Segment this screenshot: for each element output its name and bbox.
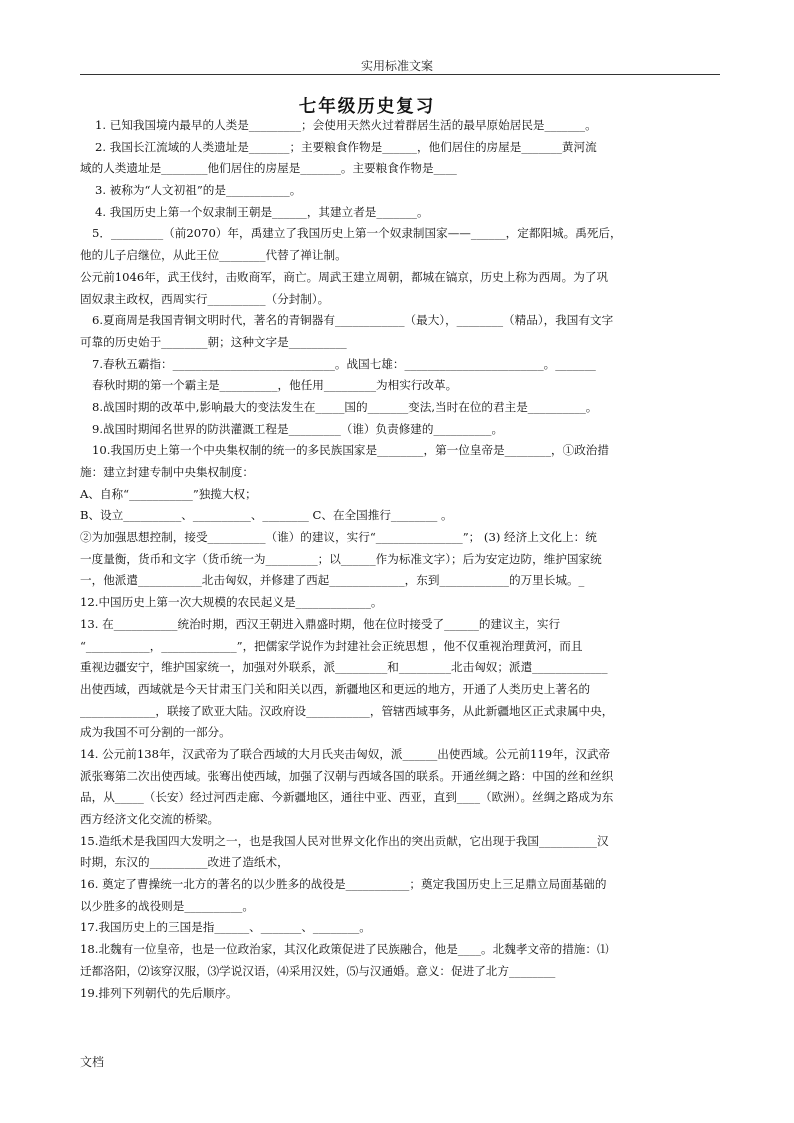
- question-15-cont-line: 时期，东汉的__________改进了造纸术，: [80, 855, 289, 870]
- question-10-2-cont-line: 一度量衡，货币和文字（货币统一为_________；以______作为标准文字）；后为安定边防，维护国家统: [80, 551, 602, 566]
- question-6-line: 6.夏商周是我国青铜文明时代，著名的青铜器有____________（最大），________（精品），我国有文字: [92, 313, 614, 328]
- question-10-line: 10.我国历史上第一个中央集权制的统一的多民族国家是________，第一位皇帝是________，①政治措: [92, 443, 609, 458]
- question-17-line: 17.我国历史上的三国是指______、_______、________。: [80, 920, 371, 935]
- question-3-line: 3. 被称为“人文初祖”的是___________。: [95, 183, 302, 198]
- question-8-line: 8.战国时期的改革中,影响最大的变法发生在_____国的_______变法,当时在位的君主是__________。: [92, 399, 598, 414]
- document-body: [80, 115, 720, 1004]
- question-16-line: 16. 奠定了曹操统一北方的著名的以少胜多的战役是___________；奠定我国历史上三足鼎立局面基础的: [80, 877, 607, 892]
- question-18-cont-line: 迁都洛阳，⑵该穿汉服，⑶学说汉语，⑷采用汉姓，⑸与汉通婚。意义：促进了北方________: [80, 963, 556, 978]
- question-5-line: 5．_________（前2070）年，禹建立了我国历史上第一个奴隶制国家——______，定都阳城。禹死后，: [92, 226, 622, 241]
- question-14-cont1-line: 派张骞第二次出使西域。张骞出使西域，加强了汉朝与西域各国的联系。开通丝绸之路：中国的丝和丝织: [80, 768, 614, 783]
- page-title: 七年级历史复习: [298, 97, 436, 117]
- question-10-b-line: B、设立__________、__________、________ C、在全国推行________ 。: [80, 508, 453, 523]
- question-14-cont2-line: 品，从_____（长安）经过河西走廊、今新疆地区，通往中亚、西亚，直到____（欧洲）。丝绸之路成为东: [80, 790, 614, 805]
- question-7-cont-line: 春秋时期的第一个霸主是__________，他任用_________为相实行改革。: [92, 378, 458, 393]
- question-10-2-line: ②为加强思想控制，接受__________（谁）的建议，实行“_______________”； (3) 经济上文化上：统: [80, 530, 597, 545]
- question-10-2-cont2-line: 一，他派遣___________北击匈奴，并修建了西起_____________，东到____________的万里长城。_: [80, 573, 585, 588]
- question-13-cont4-line: _____________，联接了欧亚大陆。汉政府设___________，管辖西域事务，从此新疆地区正式隶属中央，: [80, 703, 614, 718]
- question-7-line: 7.春秋五霸指：____________________________。战国七雄：________________________。_______: [92, 356, 596, 371]
- question-13-cont2-line: 重视边疆安宁，维护国家统一，加强对外联系，派_________和_________北击匈奴；派遣_____________: [80, 660, 608, 675]
- question-2-line: 2. 我国长江流域的人类遗址是_______；主要粮食作物是______，他们居住的房屋是_______黄河流: [95, 139, 597, 154]
- question-14-line: 14. 公元前138年，汉武帝为了联合西域的大月氏夹击匈奴，派______出使西域。公元前119年，汉武帝: [80, 746, 611, 761]
- question-1-line: 1. 已知我国境内最早的人类是_________；会使用天然火过着群居生活的最早原始居民是_______。: [95, 118, 597, 132]
- question-19-line: 19.排列下列朝代的先后顺序。: [80, 985, 238, 1000]
- question-13-cont3-line: 出使西域，西域就是今天甘肃玉门关和阳关以西，新疆地区和更远的地方，开通了人类历史上著名的: [80, 681, 591, 696]
- question-4-line: 4. 我国历史上第一个奴隶制王朝是______，其建立者是_______。: [95, 204, 429, 219]
- question-2-cont-line: 域的人类遗址是________他们居住的房屋是_______。主要粮食作物是____: [80, 161, 457, 176]
- question-15-line: 15.造纸术是我国四大发明之一，也是我国人民对世界文化作出的突出贡献，它出现于我国__________汉: [80, 833, 609, 848]
- question-13-cont1-line: “___________，_____________”，把儒家学说作为封建社会正统思想 ，他不仅重视治理黄河，而且: [80, 638, 583, 653]
- question-6-cont-line: 可靠的历史始于________朝；这种文字是__________: [80, 334, 347, 349]
- question-16-cont-line: 以少胜多的战役则是__________。: [80, 898, 254, 913]
- header-divider: [80, 74, 720, 75]
- page-header: 实用标准文案: [360, 59, 433, 73]
- question-13-cont5-line: 成为我国不可分割的一部分。: [80, 725, 231, 740]
- question-12-line: 12.中国历史上第一次大规模的农民起义是_____________。: [80, 595, 383, 610]
- question-5-cont-line: 他的儿子启继位，从此王位________代替了禅让制。: [80, 248, 347, 263]
- page-footer: 文档: [80, 1055, 105, 1069]
- question-10-a-line: A、自称“___________”独揽大权；: [80, 486, 257, 501]
- question-14-cont3-line: 西方经济文化交流的桥梁。: [80, 812, 220, 826]
- western-zhou-line: 公元前1046年，武王伐纣，击败商军，商亡。周武王建立周朝，都城在镐京，历史上称为西周。为了巩: [80, 269, 609, 284]
- question-13-line: 13. 在___________统治时期，西汉王朝进入鼎盛时期，他在位时接受了______的建议主，实行: [80, 616, 561, 631]
- western-zhou-cont-line: 固奴隶主政权，西周实行__________（分封制）。: [80, 291, 330, 306]
- question-10-cont-line: 施：建立封建专制中央集权制度：: [80, 465, 254, 479]
- question-18-line: 18.北魏有一位皇帝，也是一位政治家，其汉化政策促进了民族融合，他是____。北魏孝文帝的措施：⑴: [80, 942, 609, 957]
- question-9-line: 9.战国时期闻名世界的防洪灌溉工程是_________（谁）负责修建的__________。: [92, 421, 504, 436]
